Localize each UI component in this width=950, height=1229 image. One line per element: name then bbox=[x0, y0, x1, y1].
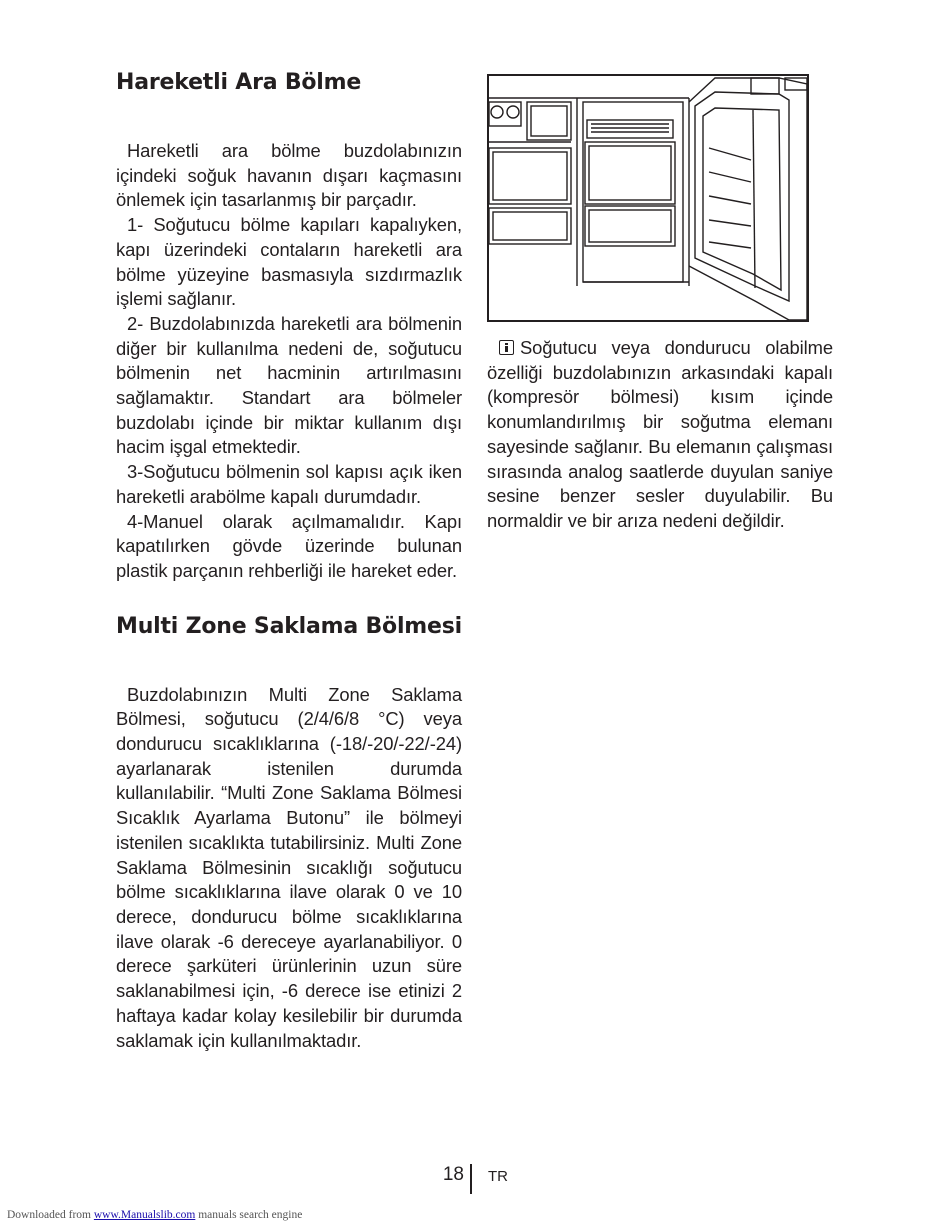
info-icon bbox=[499, 340, 514, 355]
fridge-illustration bbox=[487, 74, 809, 322]
paragraph: 1- Soğutucu bölme kapıları kapalıyken, kapı üzerindeki contaların hareketli ara bölme yüzeyine basmasıyla sızdırmazlık işlemi sağlanır. bbox=[116, 214, 462, 310]
page-separator bbox=[470, 1164, 472, 1194]
paragraph: Hareketli ara bölme buzdolabınızın içindeki soğuk havanın dışarı kaçmasını önlemek için tasarlanmış bir parçadır. bbox=[116, 140, 462, 211]
download-prefix: Downloaded from bbox=[7, 1209, 91, 1221]
download-suffix: manuals search engine bbox=[198, 1209, 303, 1221]
page-footer bbox=[0, 1162, 950, 1194]
paragraph: 2- Buzdolabınızda hareketli ara bölmenin diğer bir kullanılma nedeni de, soğutucu bölmenin net hacminin artırılmasını sağlamaktır. Standart ara bölmeler buzdolabı içinde bir miktar kullanım dışı hacim işgal etmektedir. bbox=[116, 312, 462, 458]
note-text: Soğutucu veya dondurucu olabilme özelliği buzdolabınızın arkasındaki kapalı (kompresör bölmesi) kısım içinde konumlandırılmış bir soğutma elemanı sayesinde sağlanır. Bu elemanın çalışması sırasında analog saatlerde duyulan saniye sesine benzer sesler duyulabilir. Bu normaldir ve bir arıza nedeni değildir. bbox=[487, 337, 833, 531]
paragraph: Buzdolabınızın Multi Zone Saklama Bölmesi, soğutucu (2/4/6/8 °C) veya dondurucu sıcaklıklarına (-18/-20/-22/-24) ayarlanarak istenilen durumda kullanılabilir. “Multi Zone Saklama Bölmesi Sıcaklık Ayarlama Butonu” ile bölmeyi istenilen sıcaklıkta tutabilirsiniz. Multi Zone Saklama Bölmesinin sıcaklığı soğutucu bölme sıcaklıklarına ilave olarak 0 ve 10 derece, dondurucu bölme sıcaklıklarına ilave olarak -6 dereceye ayarlanabiliyor. 0 derece şarküteri ürünlerinin uzun süre saklanabilmesi için, -6 derece ise etinizi 2 haftaya kadar kolay kesilebilir bir durumda saklamak için kullanılmaktadır. bbox=[116, 683, 462, 1051]
section-title-multi-zone: Multi Zone Saklama Bölmesi bbox=[116, 613, 462, 639]
right-column bbox=[487, 74, 833, 552]
manualslib-link[interactable]: www.Manualslib.com bbox=[93, 1209, 196, 1221]
info-note bbox=[487, 336, 833, 534]
left-column bbox=[116, 66, 462, 1053]
download-notice bbox=[7, 1209, 302, 1221]
page-number: 18 bbox=[442, 1164, 464, 1185]
section-title-hareketli-ara-bolme: Hareketli Ara Bölme bbox=[116, 70, 362, 95]
language-code: TR bbox=[488, 1168, 508, 1185]
paragraph: 4-Manuel olarak açılmamalıdır. Kapı kapatılırken gövde üzerinde bulunan plastik parçanın rehberliği ile hareket eder. bbox=[116, 510, 462, 581]
paragraph: 3-Soğutucu bölmenin sol kapısı açık iken hareketli arabölme kapalı durumdadır. bbox=[116, 461, 462, 507]
